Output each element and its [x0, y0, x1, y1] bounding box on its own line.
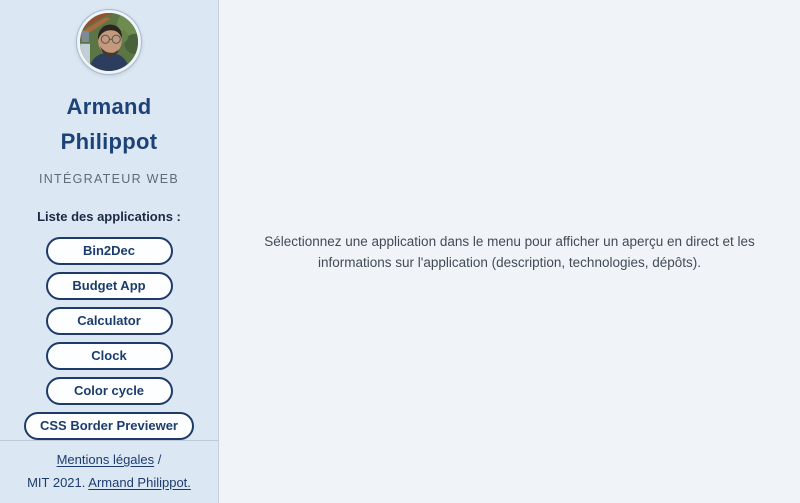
app-button-budget-app[interactable]: Budget App: [46, 272, 173, 300]
footer-license-line: [0, 474, 218, 492]
apps-list-label: Liste des applications :: [37, 209, 181, 224]
avatar-photo-icon: [80, 13, 138, 71]
app-button-clock[interactable]: Clock: [46, 342, 173, 370]
app-button-bin2dec[interactable]: Bin2Dec: [46, 237, 173, 265]
apps-list: [0, 224, 218, 440]
license-text: MIT 2021.: [27, 475, 86, 490]
main-panel: [219, 0, 800, 503]
job-title: INTÉGRATEUR WEB: [38, 172, 180, 186]
author-link[interactable]: Armand Philippot.: [88, 475, 191, 490]
app-button-color-cycle[interactable]: Color cycle: [46, 377, 173, 405]
app-button-calculator[interactable]: Calculator: [46, 307, 173, 335]
sidebar: [0, 0, 219, 503]
app-button-css-border-previewer[interactable]: CSS Border Previewer: [24, 412, 194, 440]
profile-name: Armand Philippot: [60, 94, 158, 154]
footer-legal-line: [0, 451, 218, 469]
legal-link[interactable]: Mentions légales: [56, 452, 155, 467]
placeholder-message: Sélectionnez une application dans le menu pour afficher un aperçu en direct et les informations sur l'application (description, technologies, dépôts).: [264, 233, 755, 270]
footer-separator: /: [157, 452, 162, 467]
sidebar-footer: [0, 440, 218, 503]
avatar: [77, 10, 141, 74]
